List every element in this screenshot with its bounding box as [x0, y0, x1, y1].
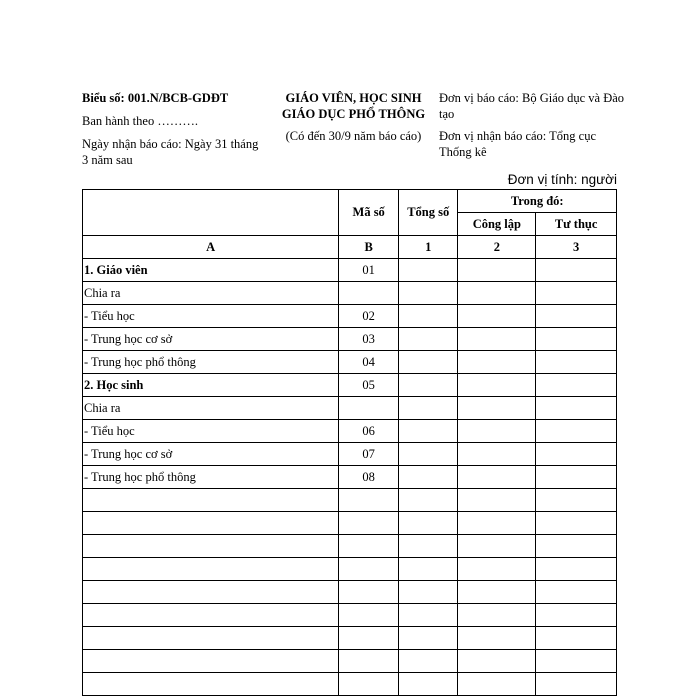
empty-cell: [536, 604, 617, 627]
empty-cell: [398, 489, 458, 512]
issued-by-text: Ban hành theo ……….: [82, 114, 198, 128]
report-table-body: [83, 190, 617, 696]
reporting-unit-text: Đơn vị báo cáo: Bộ Giáo dục và Đào tạo: [439, 91, 625, 121]
table-row: [83, 328, 617, 351]
cell-public: [458, 282, 536, 305]
cell-public: [458, 259, 536, 282]
empty-cell: [339, 535, 399, 558]
empty-cell: [83, 512, 339, 535]
empty-cell: [458, 512, 536, 535]
header-of-which: Trong đó:: [458, 190, 617, 213]
empty-cell: [536, 581, 617, 604]
empty-cell: [458, 673, 536, 696]
empty-row: [83, 581, 617, 604]
row-label: 1. Giáo viên: [83, 259, 339, 282]
row-label: - Tiểu học: [83, 420, 339, 443]
row-code: 02: [339, 305, 399, 328]
cell-private: [536, 259, 617, 282]
empty-cell: [339, 673, 399, 696]
row-label: - Trung học cơ sở: [83, 328, 339, 351]
cell-public: [458, 328, 536, 351]
empty-cell: [398, 604, 458, 627]
empty-cell: [83, 673, 339, 696]
cell-public: [458, 351, 536, 374]
empty-row: [83, 604, 617, 627]
empty-cell: [83, 627, 339, 650]
index-cell: B: [339, 236, 399, 259]
report-table: [82, 189, 617, 696]
table-row: [83, 282, 617, 305]
index-cell: 1: [398, 236, 458, 259]
empty-cell: [83, 535, 339, 558]
empty-cell: [83, 558, 339, 581]
row-label: Chia ra: [83, 397, 339, 420]
cell-private: [536, 420, 617, 443]
index-row: [83, 236, 617, 259]
cell-private: [536, 351, 617, 374]
header-public: Công lập: [458, 213, 536, 236]
empty-cell: [458, 650, 536, 673]
index-cell: 3: [536, 236, 617, 259]
table-row: [83, 420, 617, 443]
row-code: 06: [339, 420, 399, 443]
table-row: [83, 351, 617, 374]
row-code: 04: [339, 351, 399, 374]
row-label: - Trung học phổ thông: [83, 351, 339, 374]
cell-private: [536, 282, 617, 305]
cell-total: [398, 466, 458, 489]
cell-total: [398, 328, 458, 351]
empty-cell: [398, 535, 458, 558]
empty-cell: [339, 604, 399, 627]
cell-public: [458, 420, 536, 443]
cell-private: [536, 305, 617, 328]
empty-cell: [398, 650, 458, 673]
table-row: [83, 466, 617, 489]
empty-row: [83, 489, 617, 512]
empty-cell: [536, 535, 617, 558]
cell-total: [398, 443, 458, 466]
cell-private: [536, 397, 617, 420]
cell-public: [458, 374, 536, 397]
row-label: Chia ra: [83, 282, 339, 305]
index-cell: 2: [458, 236, 536, 259]
empty-row: [83, 512, 617, 535]
header-blank-cell: [83, 190, 339, 236]
row-code: 08: [339, 466, 399, 489]
cell-total: [398, 351, 458, 374]
cell-public: [458, 443, 536, 466]
header-private: Tư thục: [536, 213, 617, 236]
empty-cell: [339, 650, 399, 673]
cell-private: [536, 328, 617, 351]
row-label: - Tiểu học: [83, 305, 339, 328]
row-label: - Trung học phổ thông: [83, 466, 339, 489]
table-row: [83, 305, 617, 328]
cell-total: [398, 259, 458, 282]
row-code: [339, 397, 399, 420]
header-code: Mã số: [339, 190, 399, 236]
report-subtitle: (Có đến 30/9 năm báo cáo): [285, 129, 422, 143]
empty-cell: [536, 512, 617, 535]
empty-cell: [398, 512, 458, 535]
row-code: 03: [339, 328, 399, 351]
empty-cell: [339, 581, 399, 604]
row-label: - Trung học cơ sở: [83, 443, 339, 466]
empty-cell: [83, 489, 339, 512]
index-cell: A: [83, 236, 339, 259]
empty-cell: [83, 650, 339, 673]
empty-cell: [398, 673, 458, 696]
empty-cell: [339, 627, 399, 650]
cell-private: [536, 466, 617, 489]
empty-row: [83, 535, 617, 558]
cell-private: [536, 374, 617, 397]
empty-cell: [339, 489, 399, 512]
table-row: [83, 443, 617, 466]
table-row: [83, 259, 617, 282]
empty-row: [83, 627, 617, 650]
cell-public: [458, 466, 536, 489]
cell-total: [398, 282, 458, 305]
empty-cell: [536, 489, 617, 512]
empty-cell: [339, 558, 399, 581]
empty-cell: [458, 604, 536, 627]
empty-row: [83, 673, 617, 696]
row-label: 2. Học sinh: [83, 374, 339, 397]
empty-cell: [536, 673, 617, 696]
row-code: 01: [339, 259, 399, 282]
empty-cell: [536, 627, 617, 650]
empty-cell: [536, 650, 617, 673]
cell-public: [458, 305, 536, 328]
title-line-1: GIÁO VIÊN, HỌC SINH: [285, 91, 422, 105]
cell-public: [458, 397, 536, 420]
report-title: [266, 90, 441, 122]
empty-row: [83, 650, 617, 673]
row-code: 05: [339, 374, 399, 397]
title-line-2: GIÁO DỤC PHỔ THÔNG: [281, 107, 426, 121]
empty-cell: [458, 627, 536, 650]
empty-cell: [83, 604, 339, 627]
empty-cell: [458, 581, 536, 604]
form-code: Biểu số: 001.N/BCB-GDĐT: [82, 91, 229, 105]
cell-total: [398, 305, 458, 328]
empty-cell: [339, 512, 399, 535]
header-row-top: [83, 190, 617, 213]
cell-total: [398, 397, 458, 420]
table-row: [83, 374, 617, 397]
receiving-unit-text: Đơn vị nhận báo cáo: Tổng cục Thống kê: [439, 129, 597, 159]
cell-total: [398, 374, 458, 397]
unit-label: Đơn vị tính: người: [507, 172, 617, 187]
header-total: Tổng số: [398, 190, 458, 236]
empty-cell: [398, 627, 458, 650]
empty-cell: [458, 558, 536, 581]
empty-cell: [83, 581, 339, 604]
receive-date-text: Ngày nhận báo cáo: Ngày 31 tháng 3 năm sau: [82, 137, 259, 167]
table-row: [83, 397, 617, 420]
empty-cell: [398, 581, 458, 604]
empty-cell: [536, 558, 617, 581]
row-code: [339, 282, 399, 305]
empty-cell: [398, 558, 458, 581]
cell-private: [536, 443, 617, 466]
row-code: 07: [339, 443, 399, 466]
empty-cell: [458, 489, 536, 512]
empty-cell: [458, 535, 536, 558]
cell-total: [398, 420, 458, 443]
empty-row: [83, 558, 617, 581]
